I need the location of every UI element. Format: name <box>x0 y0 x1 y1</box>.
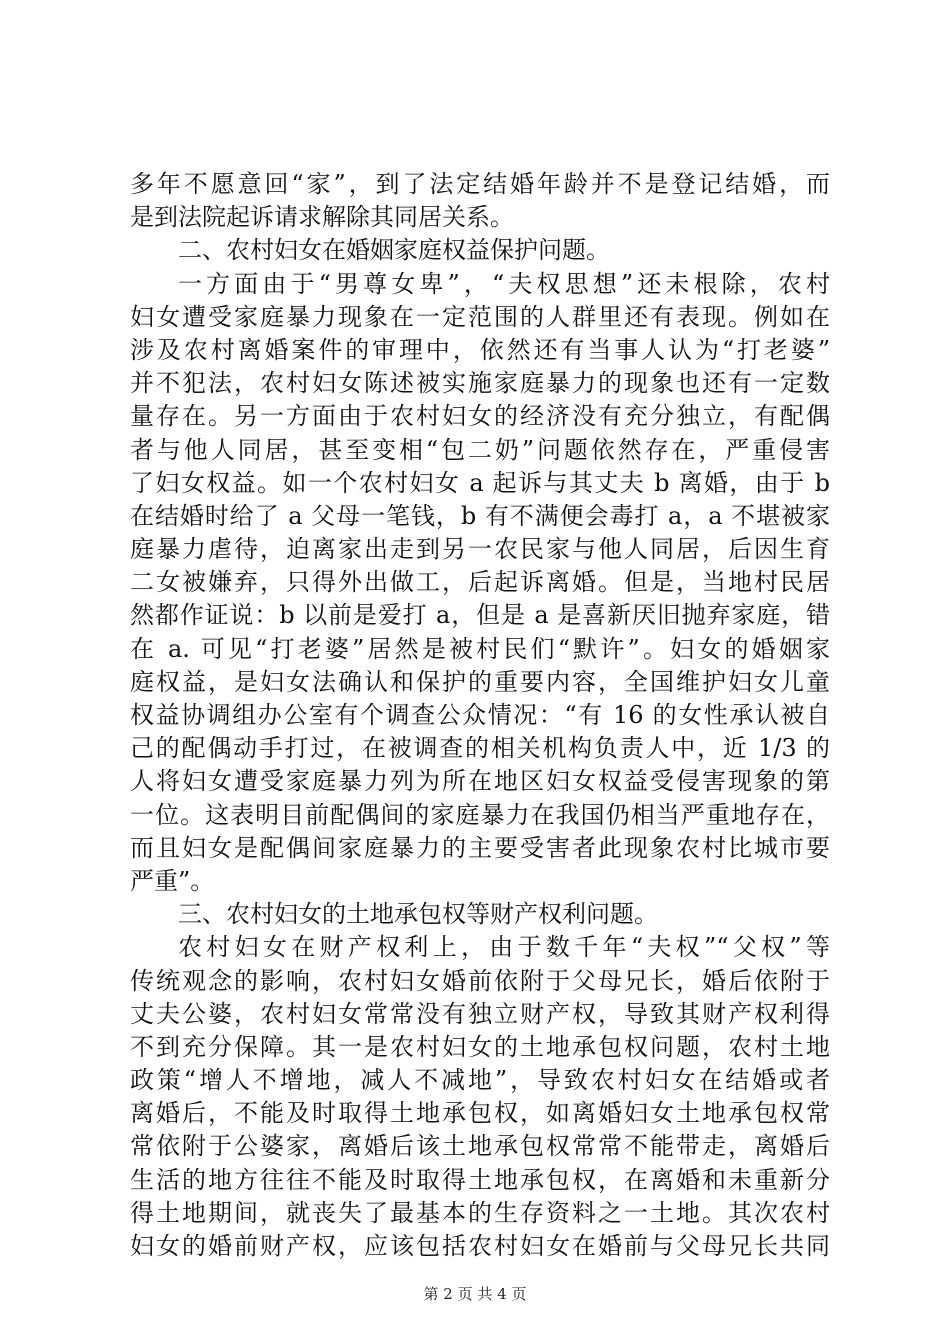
document-body <box>130 168 830 1263</box>
text-line: 二、农村妇女在婚姻家庭权益保护问题。 <box>178 236 610 265</box>
text-line: 妇女的婚前财产权，应该包括农村妇女在婚前与父母兄长共同 <box>130 1232 830 1260</box>
text-line: 生活的地方往往不能及时取得土地承包权，在离婚和未重新分 <box>130 1165 830 1194</box>
text-line: 丈夫公婆，农村妇女常常没有独立财产权，导致其财产权利得 <box>130 999 830 1028</box>
text-line: 是到法院起诉请求解除其同居关系。 <box>130 203 514 232</box>
page-footer: 第 2 页 共 4 页 <box>423 1285 527 1303</box>
text-line: 人将妇女遭受家庭暴力列为所在地区妇女权益受侵害现象的第 <box>130 767 830 796</box>
text-line: 己的配偶动手打过，在被调查的相关机构负责人中，近 1/3 的 <box>130 734 830 763</box>
text-line: 得土地期间，就丧失了最基本的生存资料之一土地。其次农村 <box>130 1198 830 1227</box>
text-line: 一方面由于“男尊女卑”，“夫权思想”还未根除，农村 <box>178 269 830 298</box>
text-line: 离婚后，不能及时取得土地承包权，如离婚妇女土地承包权常 <box>130 1099 830 1128</box>
text-line: 不到充分保障。其一是农村妇女的土地承包权问题，农村土地 <box>130 1032 830 1061</box>
text-line: 了妇女权益。如一个农村妇女 a 起诉与其丈夫 b 离婚，由于 b <box>130 468 830 497</box>
text-line: 在 a. 可见“打老婆”居然是被村民们“默许”。妇女的婚姻家 <box>130 634 830 663</box>
text-line: 庭权益，是妇女法确认和保护的重要内容，全国维护妇女儿童 <box>130 667 830 696</box>
text-line: 二女被嫌弃，只得外出做工，后起诉离婚。但是，当地村民居 <box>130 568 830 597</box>
text-line: 农村妇女在财产权利上，由于数千年“夫权”“父权”等 <box>178 933 830 962</box>
text-line: 多年不愿意回“家”，到了法定结婚年龄并不是登记结婚，而 <box>130 170 830 198</box>
text-line: 庭暴力虐待，迫离家出走到另一农民家与他人同居，后因生育 <box>130 535 830 564</box>
text-line: 然都作证说：b 以前是爱打 a，但是 a 是喜新厌旧抛弃家庭，错 <box>130 601 830 630</box>
text-line: 而且妇女是配偶间家庭暴力的主要受害者此现象农村比城市要 <box>130 833 830 862</box>
text-line: 涉及农村离婚案件的审理中，依然还有当事人认为“打老婆” <box>130 335 830 364</box>
text-line: 并不犯法，农村妇女陈述被实施家庭暴力的现象也还有一定数 <box>130 369 830 398</box>
text-line: 量存在。另一方面由于农村妇女的经济没有充分独立，有配偶 <box>130 402 830 431</box>
text-line: 三、农村妇女的土地承包权等财产权利问题。 <box>178 900 658 929</box>
text-line: 在结婚时给了 a 父母一笔钱，b 有不满便会毒打 a，a 不堪被家 <box>130 501 830 530</box>
text-line: 一位。这表明目前配偶间的家庭暴力在我国仍相当严重地存在， <box>130 800 830 829</box>
text-line: 政策“增人不增地，减人不减地”，导致农村妇女在结婚或者 <box>130 1066 830 1095</box>
text-line: 常依附于公婆家，离婚后该土地承包权常常不能带走，离婚后 <box>130 1132 830 1161</box>
text-line: 严重”。 <box>130 866 215 895</box>
text-line: 权益协调组办公室有个调查公众情况：“有 16 的女性承认被自 <box>130 701 830 729</box>
text-line: 者与他人同居，甚至变相“包二奶”问题依然存在，严重侵害 <box>130 435 830 464</box>
text-line: 传统观念的影响，农村妇女婚前依附于父母兄长，婚后依附于 <box>130 966 830 995</box>
text-line: 妇女遭受家庭暴力现象在一定范围的人群里还有表现。例如在 <box>130 302 830 331</box>
